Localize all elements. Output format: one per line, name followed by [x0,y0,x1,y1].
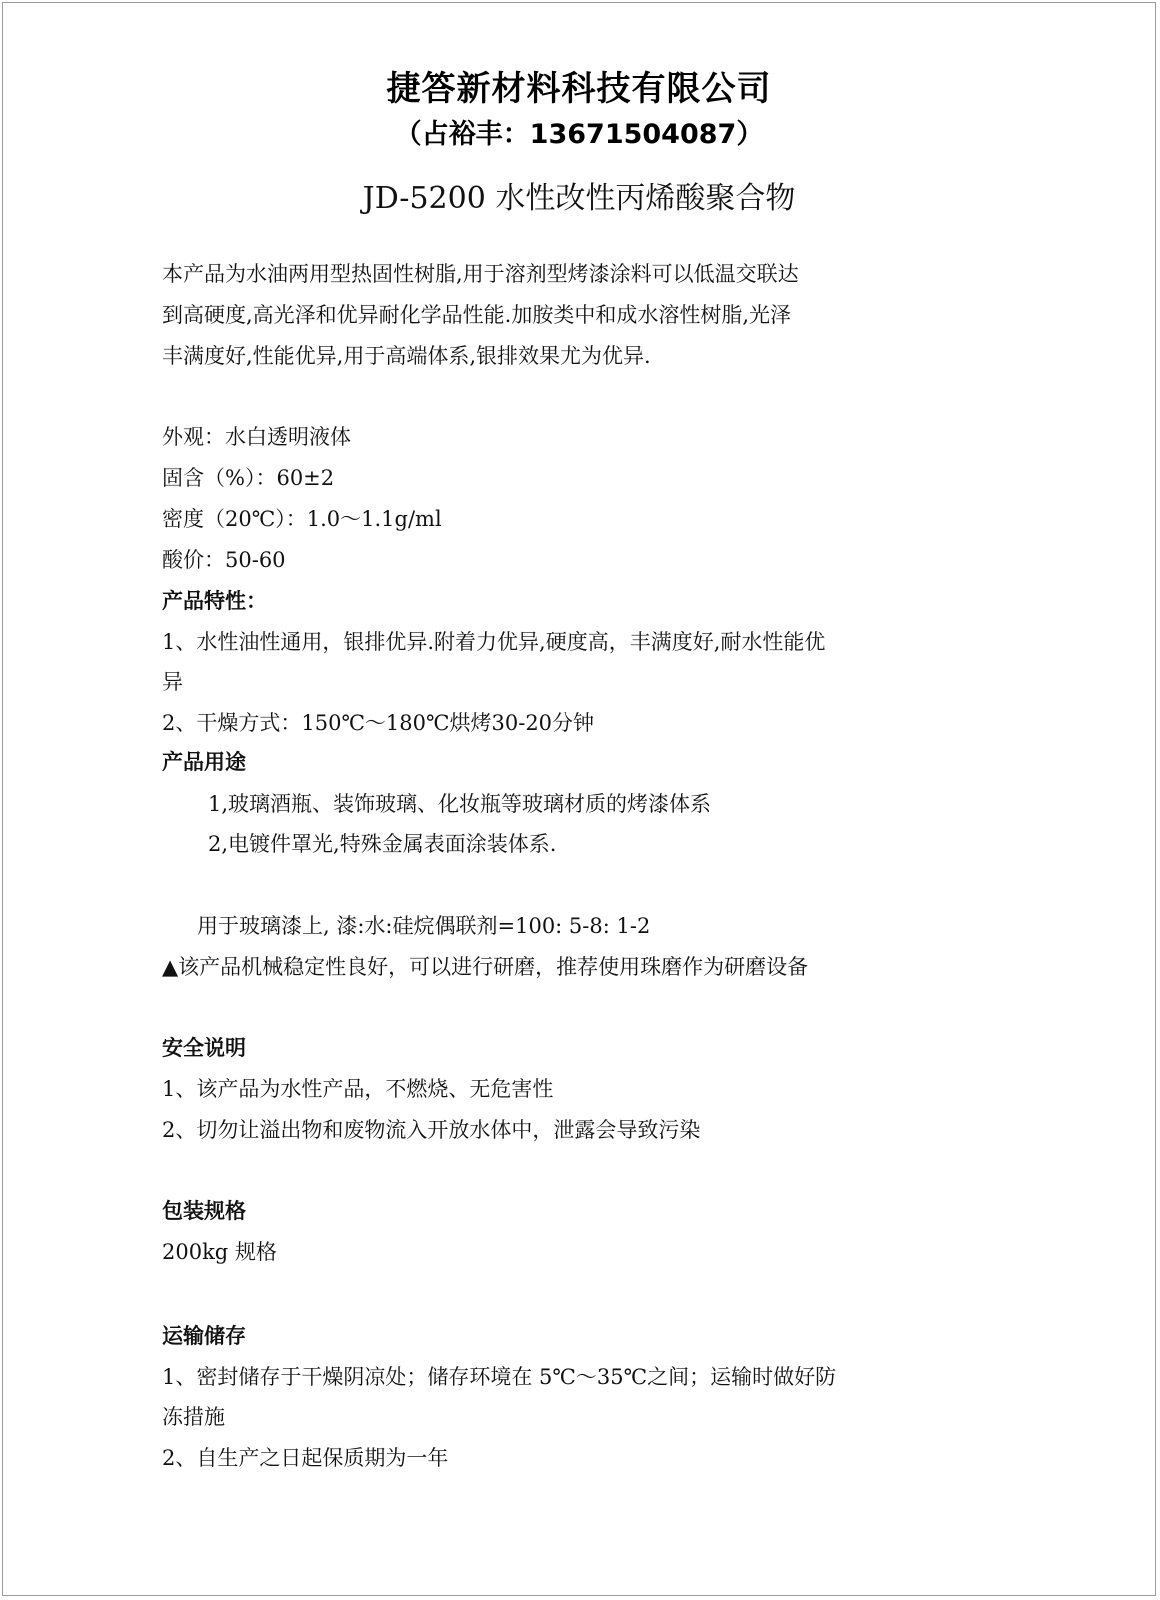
intro-line-1: 本产品为水油两用型热固性树脂,用于溶剂型烤漆涂料可以低温交联达 [162,262,799,286]
intro-line-3: 丰满度好,性能优异,用于高端体系,银排效果尤为优异. [162,344,651,368]
usage-item-2: 2,电镀件罩光,特殊金属表面涂装体系. [208,832,557,856]
document-page [2,2,1156,1596]
usage-heading: 产品用途 [162,750,246,774]
storage-heading: 运输储存 [162,1324,246,1348]
feature-item-2: 2、干燥方式：150℃～180℃烘烤30-20分钟 [162,711,595,735]
storage-item-1-cont: 冻措施 [162,1405,225,1429]
company-name: 捷答新材料科技有限公司 [386,69,772,109]
intro-line-2: 到高硬度,高光泽和优异耐化学品性能.加胺类中和成水溶性树脂,光泽 [162,303,792,327]
spec-solids: 固含（%）：60±2 [162,466,335,490]
storage-item-1: 1、密封储存于干燥阴凉处；储存环境在 5℃～35℃之间；运输时做好防 [162,1365,837,1389]
usage-ratio: 用于玻璃漆上, 漆:水:硅烷偶联剂=100: 5-8: 1-2 [197,914,651,938]
spec-appearance: 外观：水白透明液体 [162,425,351,449]
storage-item-2: 2、自生产之日起保质期为一年 [162,1446,449,1470]
feature-item-1: 1、水性油性通用，银排优异.附着力优异,硬度高，丰满度好,耐水性能优 [162,630,826,654]
usage-note: ▲该产品机械稳定性良好，可以进行研磨，推荐使用珠磨作为研磨设备 [162,955,809,979]
safety-heading: 安全说明 [162,1036,246,1060]
product-title: JD-5200 水性改性丙烯酸聚合物 [362,181,796,216]
packaging-spec: 200kg 规格 [162,1240,277,1264]
contact-info: （占裕丰：13671504087） [394,119,764,150]
safety-item-2: 2、切勿让溢出物和废物流入开放水体中，泄露会导致污染 [162,1118,701,1142]
safety-item-1: 1、该产品为水性产品，不燃烧、无危害性 [162,1077,554,1101]
spec-density: 密度（20℃）：1.0～1.1g/ml [162,507,442,531]
spec-acid-value: 酸价：50-60 [162,548,286,572]
usage-item-1: 1,玻璃酒瓶、装饰玻璃、化妆瓶等玻璃材质的烤漆体系 [208,792,712,816]
packaging-heading: 包装规格 [162,1199,246,1223]
features-heading: 产品特性： [162,589,267,613]
feature-item-1-cont: 异 [162,670,183,694]
